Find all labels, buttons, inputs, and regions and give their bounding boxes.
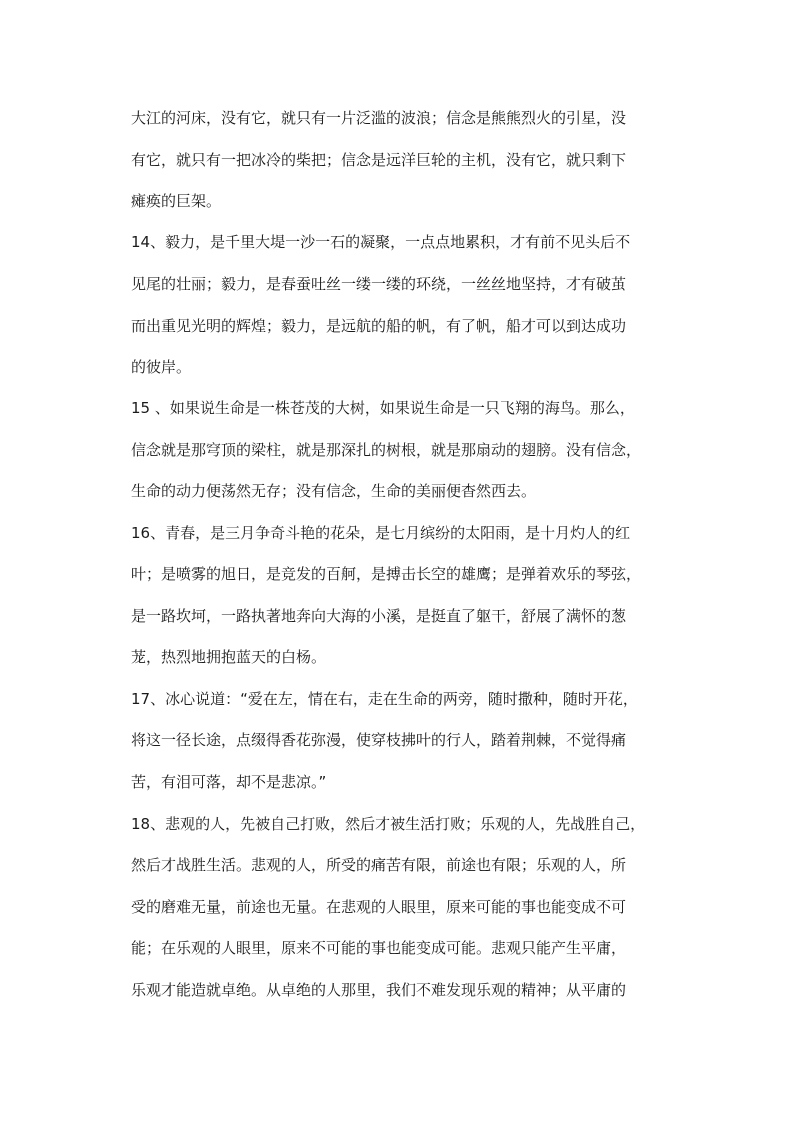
text-line: 苦，有泪可落，却不是悲凉。” [131,773,327,791]
text-line: 16、青春，是三月争奇斗艳的花朵，是七月缤纷的太阳雨，是十月灼人的红 [131,524,631,542]
text-line: 乐观才能造就卓绝。从卓绝的人那里，我们不难发现乐观的精神；从平庸的 [131,981,627,999]
text-line: 将这一径长途，点缀得香花弥漫，使穿枝拂叶的行人，踏着荆棘，不觉得痛 [131,731,627,749]
text-line: 生命的动力便荡然无存；没有信念，生命的美丽便杳然西去。 [131,482,537,500]
text-line: 受的磨难无量，前途也无量。在悲观的人眼里，原来可能的事也能变成不可 [131,898,627,916]
text-line: 茏，热烈地拥抱蓝天的白杨。 [131,648,327,666]
text-line: 是一路坎坷，一路执著地奔向大海的小溪，是挺直了躯干，舒展了满怀的葱 [131,607,627,625]
text-line: 信念就是那穹顶的梁柱，就是那深扎的树根，就是那扇动的翅膀。没有信念， [131,441,642,459]
text-line: 的彼岸。 [131,358,192,376]
text-line: 见尾的壮丽；毅力，是春蚕吐丝一缕一缕的环绕，一丝丝地坚持，才有破茧 [131,275,627,293]
text-line: 有它，就只有一把冰冷的柴把；信念是远洋巨轮的主机，没有它，就只剩下 [131,151,627,169]
text-line: 15 、如果说生命是一株苍茂的大树，如果说生命是一只飞翔的海鸟。那么， [131,399,635,417]
text-line: 叶；是喷雾的旭日，是竞发的百舸，是搏击长空的雄鹰；是弹着欢乐的琴弦， [131,565,642,583]
text-line: 瘫痪的巨架。 [131,192,222,210]
text-line: 17、冰心说道：“爱在左，情在右，走在生命的两旁，随时撒种，随时开花， [131,690,638,708]
text-line: 能；在乐观的人眼里，原来不可能的事也能变成可能。悲观只能产生平庸， [131,939,627,957]
text-line: 而出重见光明的辉煌；毅力，是远航的船的帆，有了帆，船才可以到达成功 [131,317,627,335]
text-line: 14、毅力，是千里大堤一沙一石的凝聚，一点点地累积，才有前不见头后不 [131,233,631,251]
text-line: 大江的河床，没有它，就只有一片泛滥的波浪；信念是熊熊烈火的引星，没 [131,109,627,127]
text-line: 18、悲观的人，先被自己打败，然后才被生活打败；乐观的人，先战胜自己， [131,815,646,833]
text-line: 然后才战胜生活。悲观的人，所受的痛苦有限，前途也有限；乐观的人，所 [131,856,627,874]
